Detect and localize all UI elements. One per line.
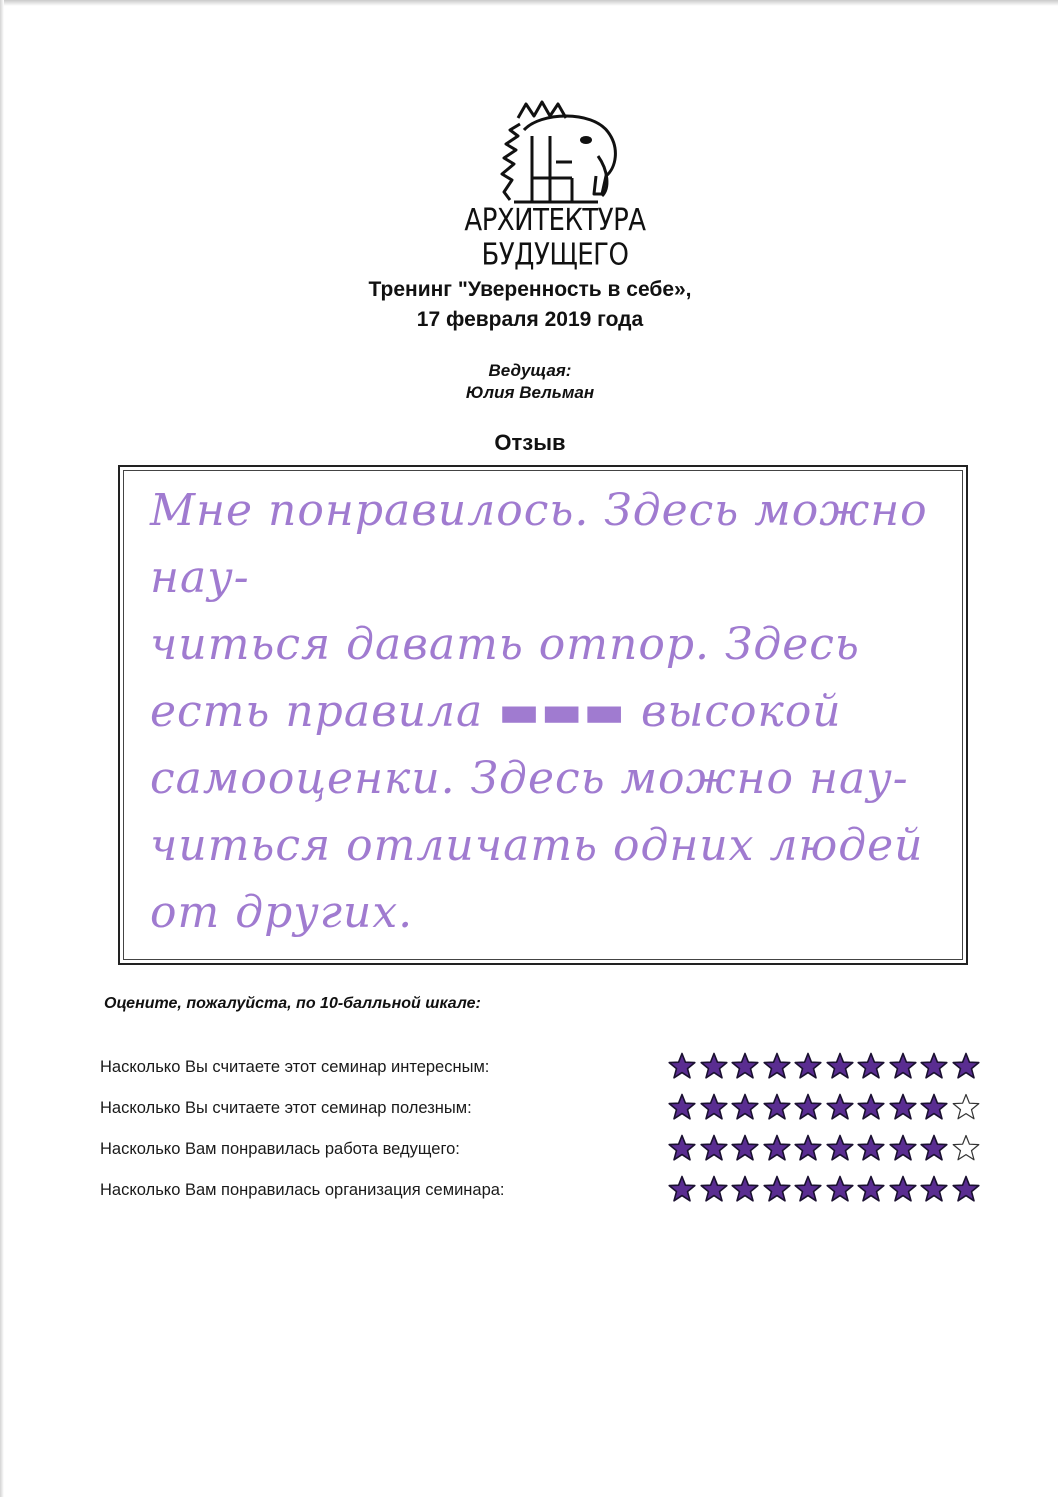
star-filled-icon — [794, 1052, 822, 1080]
star-filled-icon — [857, 1093, 885, 1121]
star-filled-icon — [794, 1134, 822, 1162]
rating-label: Насколько Вам понравилась организация семинара: — [100, 1181, 505, 1199]
star-filled-icon — [920, 1093, 948, 1121]
host-block — [380, 360, 680, 404]
star-empty-icon — [952, 1093, 980, 1121]
star-filled-icon — [700, 1052, 728, 1080]
rating-row — [100, 1175, 980, 1209]
title-line: Тренинг "Уверенность в себе», — [368, 278, 692, 301]
star-filled-icon — [920, 1134, 948, 1162]
review-handwriting — [150, 477, 950, 946]
star-filled-icon — [731, 1175, 759, 1203]
star-filled-icon — [952, 1052, 980, 1080]
host-label: Ведущая: — [488, 361, 572, 380]
star-filled-icon — [889, 1052, 917, 1080]
rating-scale-heading: Оцените, пожалуйста, по 10-балльной шкале: — [104, 995, 481, 1012]
star-rating — [668, 1134, 980, 1164]
star-filled-icon — [763, 1134, 791, 1162]
rating-row — [100, 1134, 980, 1168]
logo — [400, 96, 710, 273]
review-heading: Отзыв — [494, 430, 566, 455]
rating-label: Насколько Вы считаете этот семинар интересным: — [100, 1058, 490, 1076]
star-filled-icon — [826, 1093, 854, 1121]
title-date: 17 февраля 2019 года — [416, 308, 644, 331]
star-filled-icon — [700, 1134, 728, 1162]
star-filled-icon — [731, 1093, 759, 1121]
scan-edge — [0, 0, 4, 1497]
star-filled-icon — [731, 1052, 759, 1080]
handwriting-line: читься давать отпор. Здесь — [150, 619, 860, 670]
star-filled-icon — [857, 1134, 885, 1162]
handwriting-line: Мне понравилось. Здесь можно нау- — [150, 485, 928, 603]
star-filled-icon — [700, 1093, 728, 1121]
star-empty-icon — [952, 1134, 980, 1162]
star-filled-icon — [731, 1134, 759, 1162]
star-filled-icon — [857, 1175, 885, 1203]
review-box — [118, 465, 968, 965]
star-rating — [668, 1052, 980, 1082]
star-filled-icon — [794, 1175, 822, 1203]
star-filled-icon — [889, 1134, 917, 1162]
star-filled-icon — [763, 1093, 791, 1121]
star-filled-icon — [668, 1175, 696, 1203]
star-filled-icon — [668, 1093, 696, 1121]
handwriting-line: читься отличать одних людей — [150, 820, 924, 871]
star-filled-icon — [668, 1134, 696, 1162]
logo-wordmark: АРХИТЕКТУРА БУДУЩЕГО — [464, 203, 646, 273]
star-filled-icon — [700, 1175, 728, 1203]
handwriting-line: самооценки. Здесь можно нау- — [150, 753, 909, 804]
scan-edge — [0, 0, 1058, 6]
star-filled-icon — [668, 1052, 696, 1080]
star-filled-icon — [889, 1093, 917, 1121]
star-filled-icon — [794, 1093, 822, 1121]
rating-row — [100, 1052, 980, 1086]
star-filled-icon — [826, 1052, 854, 1080]
star-filled-icon — [889, 1175, 917, 1203]
rating-label: Насколько Вы считаете этот семинар полезным: — [100, 1099, 472, 1117]
star-filled-icon — [763, 1052, 791, 1080]
page-title — [250, 275, 810, 335]
star-filled-icon — [826, 1134, 854, 1162]
host-name: Юлия Вельман — [465, 383, 595, 402]
star-filled-icon — [920, 1175, 948, 1203]
rating-row — [100, 1093, 980, 1127]
star-filled-icon — [952, 1175, 980, 1203]
rating-label: Насколько Вам понравилась работа ведущего: — [100, 1140, 460, 1158]
star-filled-icon — [920, 1052, 948, 1080]
star-filled-icon — [857, 1052, 885, 1080]
handwriting-line: есть правила ▬▬▬ высокой — [150, 686, 842, 737]
elephant-logo-icon — [480, 96, 630, 208]
star-filled-icon — [826, 1175, 854, 1203]
star-rating — [668, 1175, 980, 1205]
star-filled-icon — [763, 1175, 791, 1203]
handwriting-line: от других. — [150, 887, 414, 938]
star-rating — [668, 1093, 980, 1123]
